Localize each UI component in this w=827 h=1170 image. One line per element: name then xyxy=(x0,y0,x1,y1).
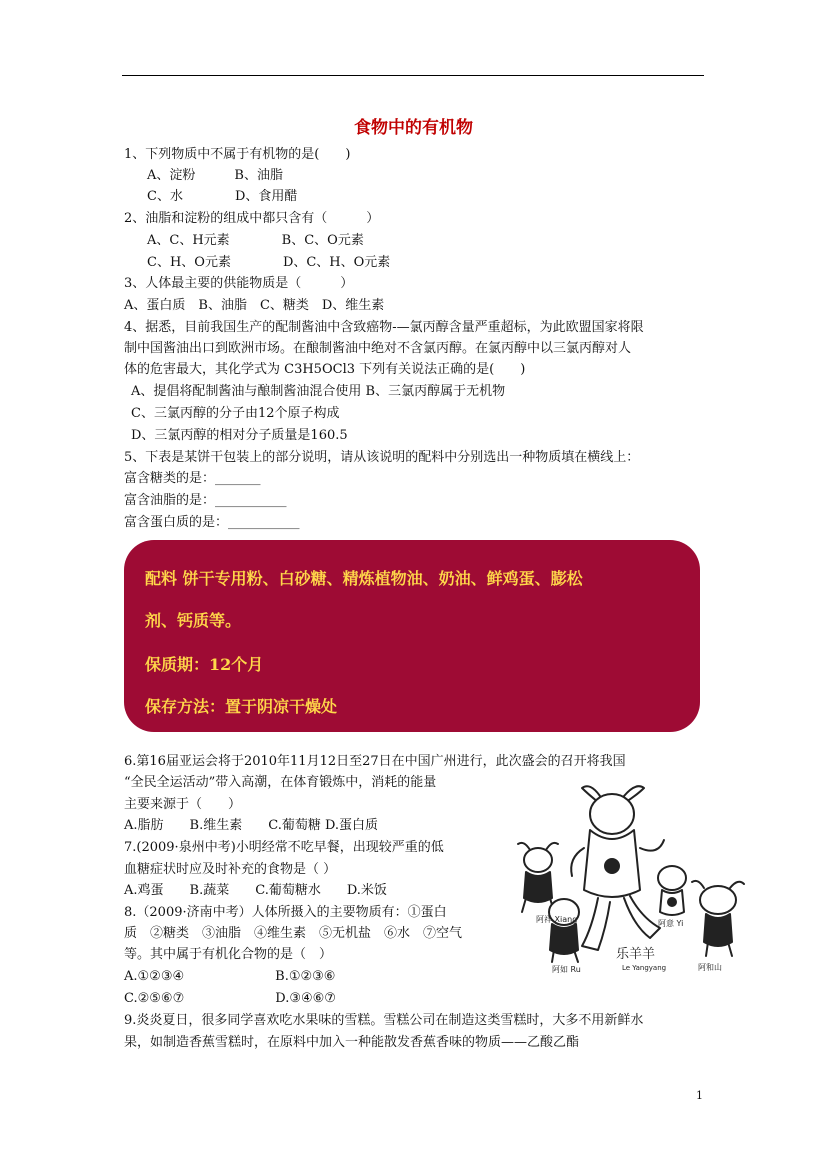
q1-options-ab: A、淀粉 B、油脂 xyxy=(147,168,283,183)
mascot-caption-sub: Le Yangyang xyxy=(622,964,667,972)
q6-stem-line3: 主要来源于（ ） xyxy=(124,797,242,812)
q7-stem-line2: 血糖症状时应及时补充的食物是（ ） xyxy=(124,862,337,877)
q4-stem-line1: 4、据悉，目前我国生产的配制酱油中含致癌物-—氯丙醇含量严重超标，为此欧盟国家将限 xyxy=(124,320,644,335)
q4-stem-line3: 体的危害最大，其化学式为 C3H5OCl3 下列有关说法正确的是( ) xyxy=(124,362,526,377)
asian-games-mascot-illustration xyxy=(512,778,746,978)
mascot-name-xiang: 阿祥 Xiang xyxy=(536,915,578,924)
q9-stem-line1: 9.炎炎夏日，很多同学喜欢吃水果味的雪糕。雪糕公司在制造这类雪糕时，大多不用新鲜水 xyxy=(124,1013,644,1028)
shelf-life: 保质期：12个月 xyxy=(145,655,264,674)
page-title: 食物中的有机物 xyxy=(354,118,473,138)
q4-option-ab: A、提倡将配制酱油与酿制酱油混合使用 B、三氯丙醇属于无机物 xyxy=(131,384,506,399)
q6-stem-line2: “全民全运活动”带入高潮，在体育锻炼中，消耗的能量 xyxy=(124,775,437,790)
ingredient-label-box xyxy=(124,540,700,732)
q7-stem-line1: 7.(2009·泉州中考)小明经常不吃早餐，出现较严重的低 xyxy=(124,840,444,855)
q8-stem-line2: 质 ②糖类 ③油脂 ④维生素 ⑤无机盐 ⑥水 ⑦空气 xyxy=(124,926,463,941)
q2-options-cd: C、H、O元素 D、C、H、O元素 xyxy=(147,255,391,270)
page-number: 1 xyxy=(696,1089,703,1102)
q8-stem-line3: 等。其中属于有机化合物的是（ ） xyxy=(124,947,333,962)
q5-blank-sugar: 富含糖类的是：_______ xyxy=(124,471,261,486)
q3-stem: 3、人体最主要的供能物质是（ ） xyxy=(124,276,354,291)
q5-blank-fat: 富含油脂的是：___________ xyxy=(124,493,287,508)
q5-stem: 5、下表是某饼干包装上的部分说明，请从该说明的配料中分别选出一种物质填在横线上： xyxy=(124,450,640,465)
q2-options-ab: A、C、H元素 B、C、O元素 xyxy=(147,233,364,248)
q6-stem-line1: 6.第16届亚运会将于2010年11月12日至27日在中国广州进行，此次盛会的召开将我国 xyxy=(124,754,626,769)
q4-stem-line2: 制中国酱油出口到欧洲市场。在酿制酱油中绝对不含氯丙醇。在氯丙醇中以三氯丙醇对人 xyxy=(124,341,632,356)
q5-blank-protein: 富含蛋白质的是：___________ xyxy=(124,515,300,530)
q7-options: A.鸡蛋 B.蔬菜 C.葡萄糖水 D.米饭 xyxy=(124,883,387,898)
q8-options-ab: A.①②③④ B.①②③⑥ xyxy=(124,969,336,984)
storage-method: 保存方法：置于阴凉干燥处 xyxy=(145,697,338,716)
q6-options: A.脂肪 B.维生素 C.葡萄糖 D.蛋白质 xyxy=(124,818,379,833)
q9-stem-line2: 果，如制造香蕉雪糕时，在原料中加入一种能散发香蕉香味的物质——乙酸乙酯 xyxy=(124,1035,580,1050)
ingredient-line: 配料 饼干专用粉、白砂糖、精炼植物油、奶油、鲜鸡蛋、膨松 xyxy=(145,569,583,588)
ingredient-line-continued: 剂、钙质等。 xyxy=(145,611,242,630)
q8-stem-line1: 8.（2009·济南中考）人体所摄入的主要物质有：①蛋白 xyxy=(124,905,447,920)
q1-stem: 1、下列物质中不属于有机物的是( ) xyxy=(124,147,351,162)
q8-options-cd: C.②⑤⑥⑦ D.③④⑥⑦ xyxy=(124,991,336,1006)
q1-options-cd: C、水 D、食用醋 xyxy=(147,189,298,204)
q4-option-c: C、三氯丙醇的分子由12个原子构成 xyxy=(131,406,340,421)
mascot-name-ru: 阿如 Ru xyxy=(552,965,581,974)
header-rule xyxy=(122,75,704,76)
q2-stem: 2、油脂和淀粉的组成中都只含有（ ） xyxy=(124,211,380,226)
mascot-name-yi: 阿意 Yi xyxy=(658,919,684,928)
q3-options: A、蛋白质 B、油脂 C、糖类 D、维生素 xyxy=(124,298,385,313)
mascot-caption: 乐羊羊 xyxy=(616,947,656,962)
mascot-name-shan: 阿和山 xyxy=(698,963,722,972)
q4-option-d: D、三氯丙醇的相对分子质量是160.5 xyxy=(131,428,348,443)
